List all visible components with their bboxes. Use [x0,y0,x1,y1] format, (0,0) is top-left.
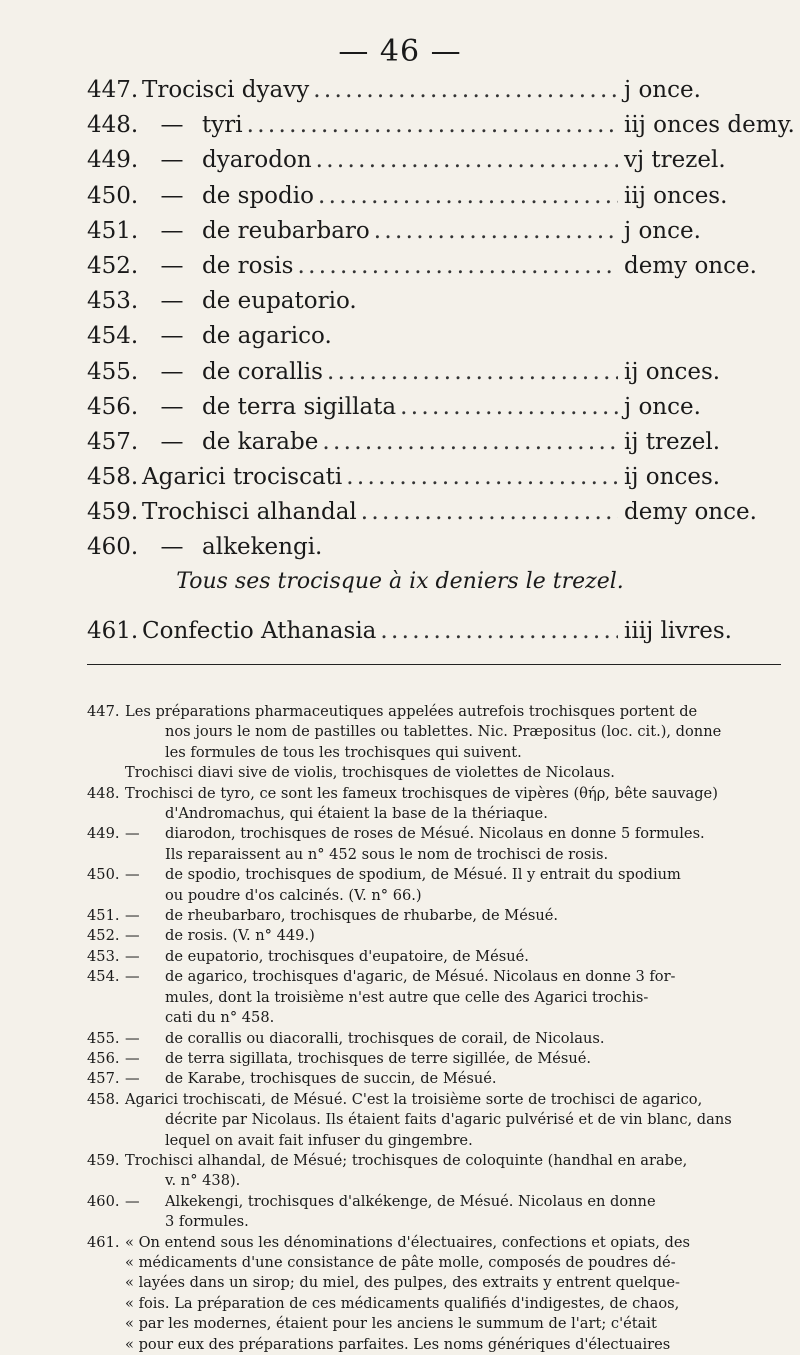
entry-name: dyarodon [202,147,312,174]
list-entry [87,394,759,429]
entry-dash: — [160,393,184,420]
entry-name: de corallis [202,358,323,385]
footnote-line [87,1335,781,1355]
footnote-line [87,1273,781,1293]
list-entry [87,77,759,112]
dot-leader [346,464,618,490]
entry-name: de reubarbaro [202,217,370,244]
entry-quantity: j once. [624,77,701,103]
list-entry [87,359,759,394]
footnote-text: Trochisci diavi sive de violis, trochisques de violettes de Nicolaus. [125,764,615,782]
entry-461 [87,618,759,653]
footnote-line [87,1049,781,1069]
entry-number: 449. [87,147,139,174]
entry-quantity: vj trezel. [624,147,726,174]
entry-name: de eupatorio. [202,288,357,315]
entry-name: de spodio [202,182,314,209]
footnote-text: « pour eux des préparations parfaites. Les noms génériques d'électuaires [125,1335,671,1353]
footnote-text: Alkekengi, trochisques d'alkékenge, de Mésué. Nicolaus en donne [165,1192,656,1210]
dot-leader [380,618,618,644]
footnote-line [87,1212,781,1232]
entry-number: 454. [87,323,139,350]
footnote-text: de Karabe, trochisques de succin, de Mésué. [165,1070,497,1088]
dot-leader [361,499,618,525]
entry-dash: — [160,217,184,244]
entry-number: 453. [87,288,139,315]
entry-number: 451. [87,217,139,244]
list-entry [87,618,759,653]
entry-quantity: iij onces. [624,182,728,209]
entry-number: 461. [87,618,139,644]
footnote-text: mules, dont la troisième n'est autre que celle des Agarici trochis- [165,988,649,1006]
dot-leader [400,394,618,420]
footnote-line [87,1192,781,1212]
entry-dash: — [160,288,184,315]
footnote-text: de eupatorio, trochisques d'eupatoire, de Mésué. [165,947,529,965]
footnote-text: « layées dans un sirop; du miel, des pulpes, des extraits y entrent quelque- [125,1274,680,1292]
footnotes [87,702,781,1355]
footnote-line [87,988,781,1008]
footnote-text: décrite par Nicolaus. Ils étaient faits d'agaric pulvérisé et de vin blanc, dans [165,1111,732,1129]
list-entry [87,534,759,569]
entry-dash: — [160,428,184,455]
footnote-text: Les préparations pharmaceutiques appelées autrefois trochisques portent de [125,703,698,720]
dot-leader [313,77,618,103]
footnote-text: cati du n° 458. [165,1009,275,1027]
footnote-line [87,1090,781,1110]
entry-number: 459. [87,499,139,526]
price-note: Tous ses trocisque à ix deniers le trezel. [176,569,624,594]
footnote-line [87,947,781,967]
entry-number: 458. [87,464,139,491]
footnote-text: d'Andromachus, qui étaient la base de la thériaque. [165,805,548,823]
footnote-text: Agarici trochiscati, de Mésué. C'est la troisième sorte de trochisci de agarico, [125,1090,703,1108]
footnote-text: 3 formules. [165,1213,249,1231]
entry-dash: — [160,252,184,279]
footnote-text: nos jours le nom de pastilles ou tablettes. Nic. Præpositus (loc. cit.), donne [165,723,722,741]
list-entry [87,253,759,288]
footnote-text: de corallis ou diacoralli, trochisques de corail, de Nicolaus. [165,1029,605,1047]
footnote-number: 450. [87,866,120,884]
entry-number: 455. [87,358,139,385]
footnote-divider [87,664,781,665]
entry-quantity: iiij livres. [624,618,732,644]
entry-quantity: demy once. [624,252,757,279]
footnote-dash: — [125,927,140,945]
footnote-text: lequel on avait fait infuser du gingembre. [165,1131,473,1149]
entry-number: 447. [87,77,139,103]
footnote-number: 456. [87,1049,120,1067]
footnote-number: 454. [87,968,120,986]
list-entry [87,323,759,358]
footnote-line [87,763,781,783]
footnote-dash: — [125,1029,140,1047]
footnote-number: 455. [87,1029,120,1047]
footnote-line [87,926,781,946]
footnote-text: de spodio, trochisques de spodium, de Mésué. Il y entrait du spodium [165,866,681,884]
footnote-line [87,1233,781,1253]
footnote-number: 448. [87,784,120,802]
footnote-text: « médicaments d'une consistance de pâte molle, composés de poudres dé- [125,1253,676,1271]
entry-name: de rosis [202,252,294,279]
dot-leader [297,253,618,279]
footnote-line [87,1029,781,1049]
entry-number: 457. [87,428,139,455]
entry-quantity: iij onces demy. [624,112,795,139]
footnote-line [87,1253,781,1273]
list-entry [87,218,759,253]
entry-number: 452. [87,252,139,279]
entry-dash: — [160,358,184,385]
footnote-text: ou poudre d'os calcinés. (V. n° 66.) [165,886,422,904]
entry-name: de terra sigillata [202,393,397,420]
list-entry [87,183,759,218]
footnote-text: diarodon, trochisques de roses de Mésué. Nicolaus en donne 5 formules. [165,825,705,843]
footnote-line [87,702,781,722]
footnote-number: 458. [87,1090,120,1108]
footnote-text: Trochisci alhandal, de Mésué; trochisques de coloquinte (handhal en arabe, [125,1151,688,1169]
footnote-text: de agarico, trochisques d'agaric, de Mésué. Nicolaus en donne 3 for- [165,968,676,986]
entry-number: 448. [87,112,139,139]
page-number: — 46 — [338,34,462,69]
footnote-number: 449. [87,825,120,843]
entry-name: alkekengi. [202,534,323,561]
footnote-line [87,967,781,987]
footnote-number: 461. [87,1233,120,1251]
footnote-text: « On entend sous les dénominations d'électuaires, confections et opiats, des [125,1233,690,1251]
footnote-text: v. n° 438). [165,1172,241,1190]
recipe-list [87,77,795,570]
footnote-line [87,804,781,824]
entry-dash: — [160,182,184,209]
list-entry [87,464,759,499]
footnote-line [87,1151,781,1171]
footnote-number: 453. [87,947,120,965]
footnote-line [87,1294,781,1314]
dot-leader [374,218,618,244]
footnote-dash: — [125,1070,140,1088]
footnote-text: de rosis. (V. n° 449.) [165,927,315,945]
footnote-line [87,1069,781,1089]
dot-leader [322,429,618,455]
entry-name: Trochisci alhandal [142,499,357,526]
footnote-dash: — [125,866,140,884]
entry-number: 450. [87,182,139,209]
entry-quantity: j once. [624,217,701,244]
footnote-number: 447. [87,703,120,720]
list-entry [87,499,759,534]
footnote-text: les formules de tous les trochisques qui suivent. [165,743,522,761]
footnote-dash: — [125,907,140,925]
footnote-line [87,906,781,926]
list-entry [87,429,759,464]
footnote-text: de rheubarbaro, trochisques de rhubarbe, de Mésué. [165,907,559,925]
entry-dash: — [160,323,184,350]
entry-name: de karabe [202,428,319,455]
footnote-dash: — [125,1192,140,1210]
footnote-line [87,1314,781,1334]
footnote-dash: — [125,968,140,986]
entry-quantity: j once. [624,393,701,420]
entry-number: 460. [87,534,139,561]
footnote-dash: — [125,825,140,843]
entry-dash: — [160,534,184,561]
footnote-text: Trochisci de tyro, ce sont les fameux trochisques de vipères (θήρ, bête sauvage) [125,784,718,802]
footnote-number: 460. [87,1192,120,1210]
entry-quantity: ij onces. [624,358,721,385]
list-entry [87,147,759,182]
footnote-text: Ils reparaissent au n° 452 sous le nom de trochisci de rosis. [165,845,609,863]
entry-quantity: ij trezel. [624,428,721,455]
footnote-line [87,1171,781,1191]
dot-leader [318,183,618,209]
footnote-number: 457. [87,1070,120,1088]
list-entry [87,288,759,323]
footnote-number: 451. [87,907,120,925]
entry-name: de agarico. [202,323,332,350]
entry-name: tyri [202,112,243,139]
footnote-text: « fois. La préparation de ces médicaments qualifiés d'indigestes, de chaos, [125,1294,680,1312]
entry-name: Agarici trociscati [142,464,343,491]
entry-quantity: ij onces. [624,464,721,491]
footnote-dash: — [125,947,140,965]
footnote-dash: — [125,1049,140,1067]
footnote-line [87,886,781,906]
footnote-text: de terra sigillata, trochisques de terre sigillée, de Mésué. [165,1049,592,1067]
footnote-line [87,743,781,763]
entry-dash: — [160,112,184,139]
footnote-line [87,1008,781,1028]
entry-quantity: demy once. [624,499,757,526]
list-entry [87,112,795,147]
footnote-number: 452. [87,927,120,945]
entry-name: Confectio Athanasia [142,618,377,644]
footnote-line [87,722,781,742]
footnote-line [87,1110,781,1130]
footnote-line [87,865,781,885]
dot-leader [247,112,618,138]
entry-dash: — [160,147,184,174]
footnote-line [87,824,781,844]
dot-leader [316,147,618,173]
footnote-line [87,1131,781,1151]
footnote-number: 459. [87,1151,120,1169]
footnote-line [87,845,781,865]
footnote-text: « par les modernes, étaient pour les anciens le summum de l'art; c'était [125,1315,657,1333]
dot-leader [327,359,618,385]
entry-name: Trocisci dyavy [142,77,310,103]
entry-number: 456. [87,393,139,420]
footnote-line [87,784,781,804]
